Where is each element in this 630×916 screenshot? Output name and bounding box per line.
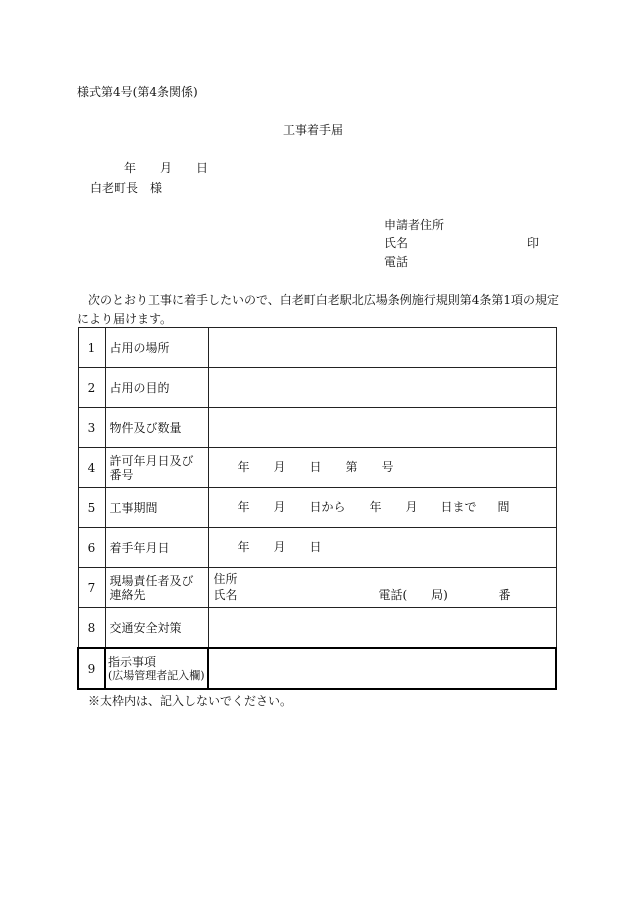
instructions-field	[208, 648, 556, 689]
permit-date-number-field[interactable]	[208, 448, 556, 488]
row-number: 1	[78, 328, 105, 368]
permit-year: 年	[237, 460, 250, 474]
row-label-line: 番号	[109, 467, 134, 482]
row-label-line: 指示事項	[108, 654, 157, 669]
table-row	[78, 488, 556, 528]
applicant-phone-label: 電話	[384, 255, 409, 269]
row-label-line: (広場管理者記入欄)	[108, 668, 205, 682]
row-number: 8	[78, 608, 105, 649]
table-row	[78, 608, 556, 649]
occupancy-purpose-field[interactable]	[208, 368, 556, 408]
period-start-year: 年	[237, 500, 250, 514]
row-label-line: 許可年月日及び	[109, 453, 194, 468]
date-month: 月	[160, 161, 173, 175]
table-row	[78, 408, 556, 448]
permit-month: 月	[273, 460, 286, 474]
start-year: 年	[237, 540, 250, 554]
applicant-name-label: 氏名	[384, 236, 409, 250]
site-manager-contact-field[interactable]	[208, 568, 556, 608]
row-label: 占用の目的	[105, 368, 208, 408]
period-start-day: 日から	[309, 500, 346, 514]
period-end-day: 日まで	[440, 500, 477, 514]
table-row	[78, 328, 556, 368]
row-number: 4	[78, 448, 105, 488]
addressee: 白老町長 様	[90, 181, 163, 195]
manager-address-label: 住所	[213, 572, 238, 586]
form-table	[77, 327, 557, 690]
table-row	[78, 528, 556, 568]
date-year: 年	[124, 161, 137, 175]
row-label: 占用の場所	[105, 328, 208, 368]
row-label	[105, 448, 208, 488]
row-number: 3	[78, 408, 105, 448]
row-label	[105, 568, 208, 608]
document-title: 工事着手届	[283, 123, 344, 137]
row-label-line: 連絡先	[109, 587, 146, 602]
manager-phone-ban: 番	[498, 588, 511, 602]
row-label	[105, 648, 208, 689]
row-number: 2	[78, 368, 105, 408]
table-row	[78, 448, 556, 488]
traffic-safety-field[interactable]	[208, 608, 556, 649]
row-number: 7	[78, 568, 105, 608]
start-date-field[interactable]	[208, 528, 556, 568]
permit-dai: 第	[345, 460, 358, 474]
occupancy-location-field[interactable]	[208, 328, 556, 368]
start-day: 日	[309, 540, 322, 554]
period-duration: 間	[497, 500, 510, 514]
applicant-address-label: 申請者住所	[384, 218, 445, 232]
manager-phone-label: 電話( 局)	[378, 588, 448, 602]
row-label: 着手年月日	[105, 528, 208, 568]
seal-mark: 印	[527, 236, 540, 250]
permit-day: 日	[309, 460, 322, 474]
row-label-line: 現場責任者及び	[109, 573, 194, 588]
date-day: 日	[196, 161, 209, 175]
table-row	[78, 568, 556, 608]
row-label: 交通安全対策	[105, 608, 208, 649]
row-number: 9	[78, 648, 105, 689]
start-month: 月	[273, 540, 286, 554]
row-number: 5	[78, 488, 105, 528]
row-label: 工事期間	[105, 488, 208, 528]
period-start-month: 月	[273, 500, 286, 514]
period-end-month: 月	[405, 500, 418, 514]
table-row	[78, 648, 556, 689]
footnote: ※太枠内は、記入しないでください。	[88, 694, 293, 708]
body-text-line2: により届けます。	[77, 312, 173, 326]
row-label: 物件及び数量	[105, 408, 208, 448]
period-end-year: 年	[369, 500, 382, 514]
row-number: 6	[78, 528, 105, 568]
construction-period-field[interactable]	[208, 488, 556, 528]
table-row	[78, 368, 556, 408]
body-text-line1: 次のとおり工事に着手したいので、白老町白老駅北広場条例施行規則第4条第1項の規定	[88, 293, 560, 307]
items-quantity-field[interactable]	[208, 408, 556, 448]
permit-gou: 号	[381, 460, 394, 474]
manager-name-label: 氏名	[213, 588, 238, 602]
form-number: 様式第4号(第4条関係)	[77, 85, 198, 99]
